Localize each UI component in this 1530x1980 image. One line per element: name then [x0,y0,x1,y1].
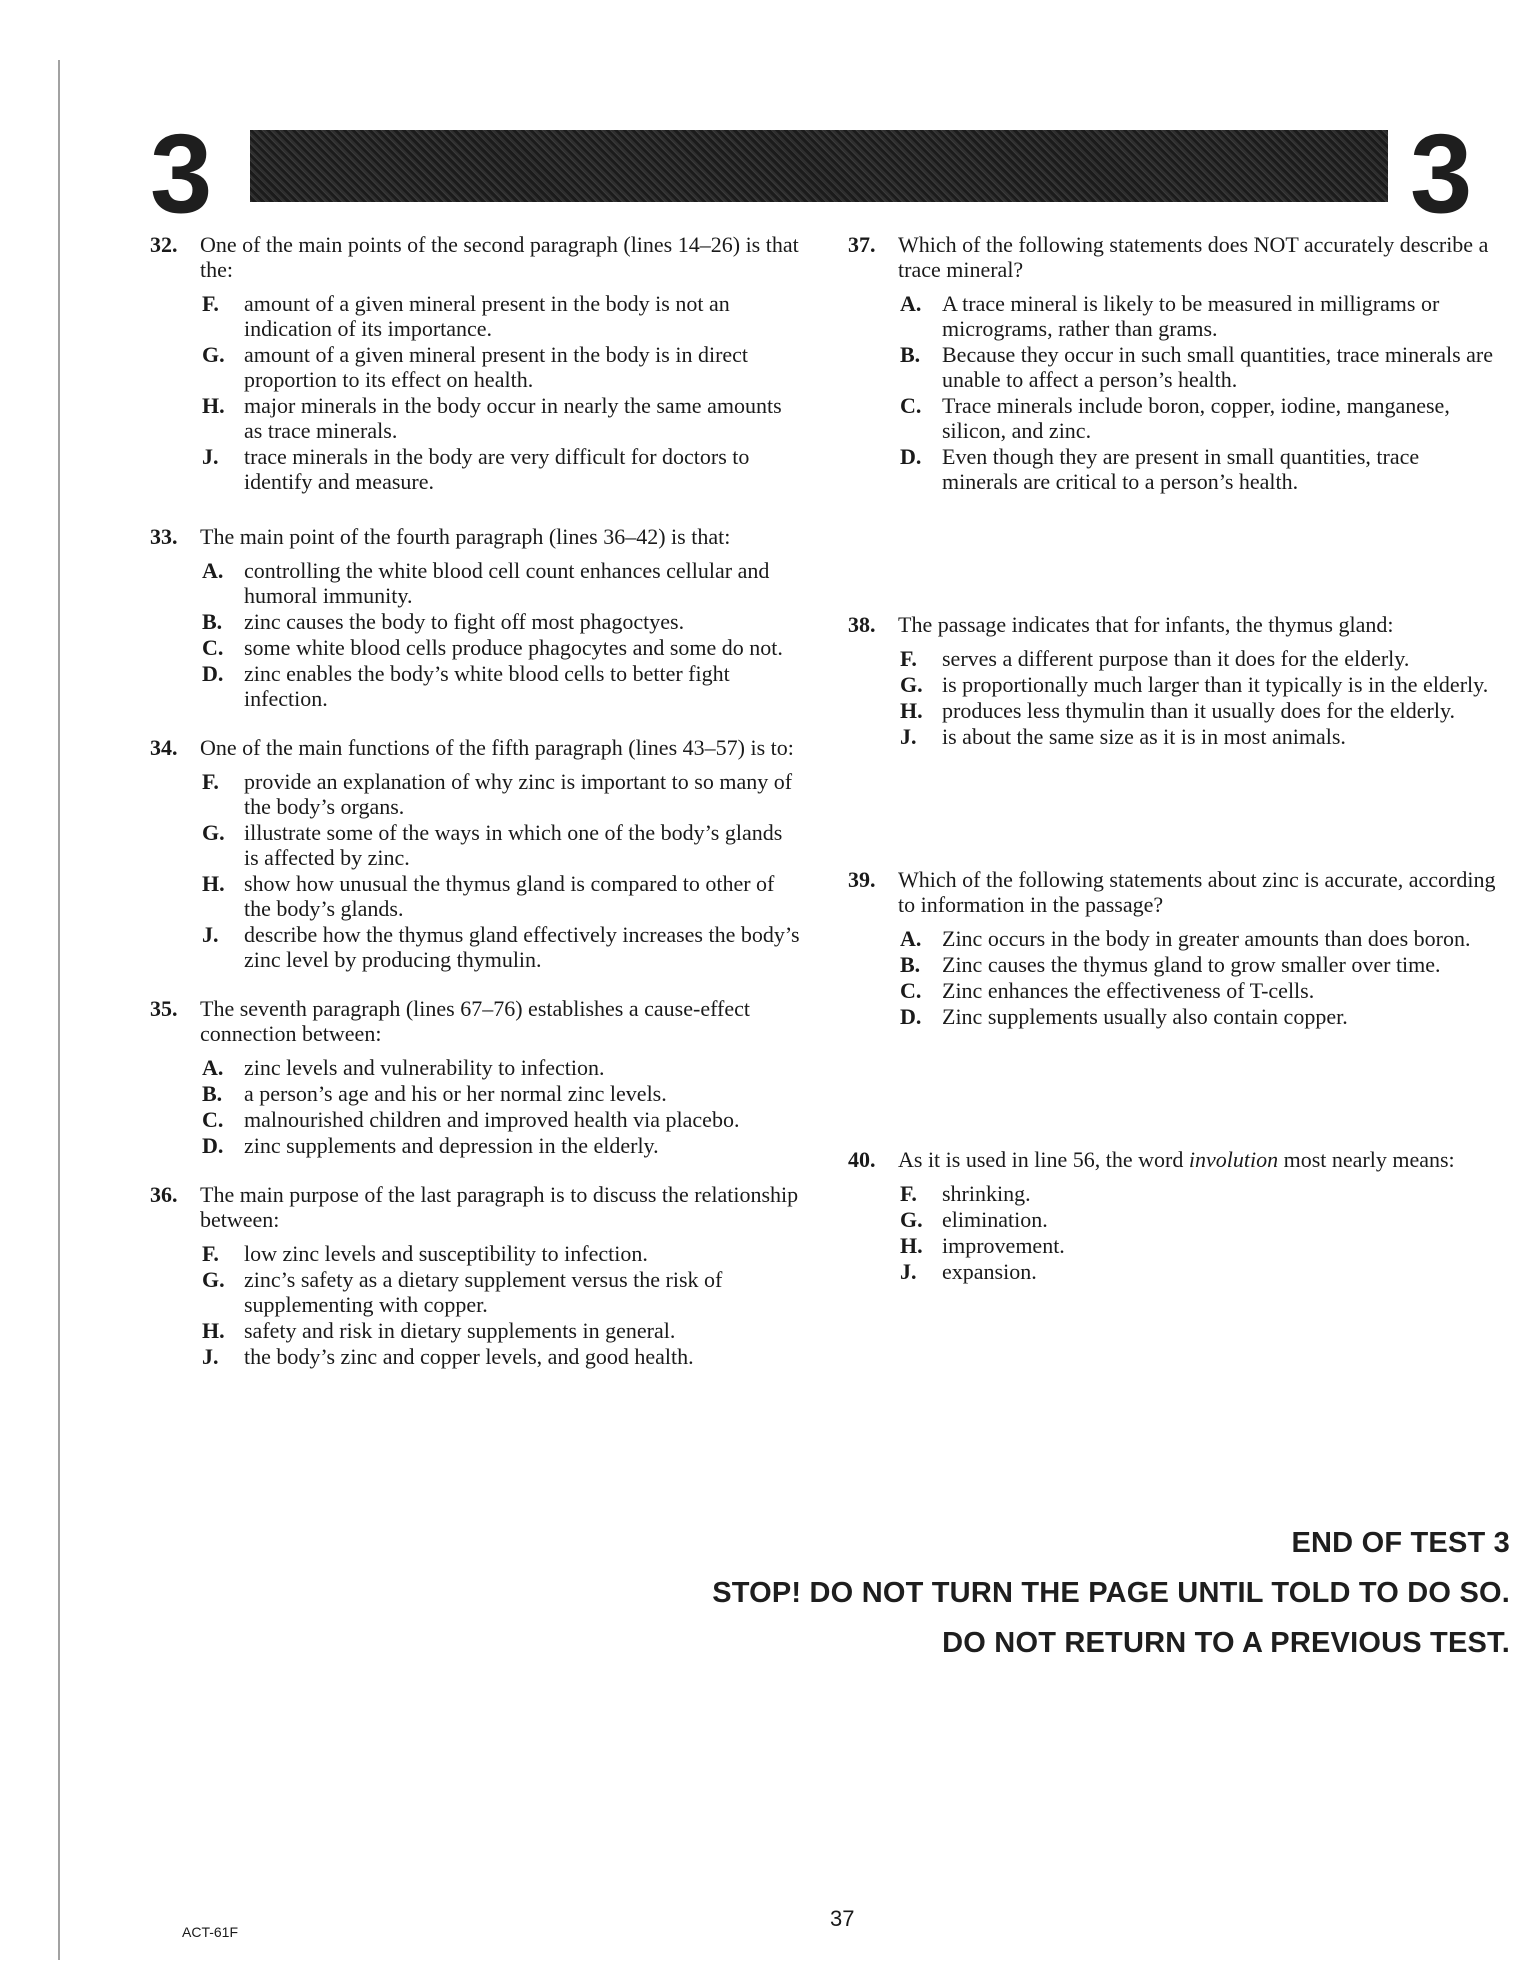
question-number: 39. [848,867,876,892]
option-letter: C. [202,635,224,660]
option-letter: G. [900,1207,923,1232]
option-letter: C. [900,978,922,1003]
option-text: malnourished children and improved health via placebo. [244,1107,740,1132]
right-column [848,232,1500,1285]
answer-option[interactable] [150,769,800,819]
end-of-test-heading: END OF TEST 3 [1291,1527,1510,1559]
option-text: Zinc supplements usually also contain copper. [942,1004,1348,1029]
option-text: some white blood cells produce phagocytes and some do not. [244,635,783,660]
option-text: elimination. [942,1207,1048,1232]
answer-option[interactable] [848,444,1500,494]
option-letter: B. [202,609,223,634]
option-text: Zinc causes the thymus gland to grow smaller over time. [942,952,1441,977]
answer-option[interactable] [150,558,800,608]
answer-option[interactable] [150,1344,800,1369]
page-number: 37 [830,1906,855,1931]
option-letter: G. [202,1267,225,1292]
option-text: Trace minerals include boron, copper, iodine, manganese, silicon, and zinc. [942,393,1450,443]
option-text: shrinking. [942,1181,1031,1206]
question-36 [150,1182,800,1369]
answer-option[interactable] [848,952,1500,977]
answer-option[interactable] [848,1207,1500,1232]
option-letter: H. [202,871,225,896]
option-text: illustrate some of the ways in which one of the body’s glands is affected by zinc. [244,820,783,870]
question-number: 38. [848,612,876,637]
question-number: 32. [150,232,178,257]
answer-option[interactable] [848,291,1500,341]
question-38 [848,612,1500,749]
option-text: Zinc occurs in the body in greater amounts than does boron. [942,926,1471,951]
answer-option[interactable] [150,1081,800,1106]
option-letter: B. [900,952,921,977]
answer-option[interactable] [150,609,800,634]
question-34 [150,735,800,972]
option-letter: H. [202,393,225,418]
option-text: a person’s age and his or her normal zinc levels. [244,1081,667,1106]
question-stem-prefix: As it is used in line 56, the word [898,1147,1189,1172]
option-letter: F. [202,291,219,316]
option-letter: H. [202,1318,225,1343]
answer-option[interactable] [848,1181,1500,1206]
option-letter: F. [900,1181,917,1206]
answer-option[interactable] [150,871,800,921]
question-stem: One of the main points of the second paragraph (lines 14–26) is that the: [200,232,799,282]
option-letter: B. [900,342,921,367]
answer-option[interactable] [848,978,1500,1003]
question-stem: The main purpose of the last paragraph is to discuss the relationship between: [200,1182,799,1232]
option-letter: A. [900,291,922,316]
answer-option[interactable] [150,922,800,972]
question-number: 34. [150,735,178,760]
option-text: amount of a given mineral present in the body is not an indication of its importance. [244,291,730,341]
option-text: is proportionally much larger than it typically is in the elderly. [942,672,1489,697]
answer-option[interactable] [848,1004,1500,1029]
question-35 [150,996,800,1158]
answer-option[interactable] [150,1241,800,1266]
option-letter: A. [202,558,224,583]
option-text: Because they occur in such small quantities, trace minerals are unable to affect a person’s health. [942,342,1494,392]
question-number: 35. [150,996,178,1021]
option-text: controlling the white blood cell count enhances cellular and humoral immunity. [244,558,770,608]
option-text: expansion. [942,1259,1037,1284]
option-letter: J. [202,444,219,469]
question-stem: The passage indicates that for infants, the thymus gland: [898,612,1394,637]
answer-option[interactable] [150,635,800,660]
answer-option[interactable] [150,393,800,443]
option-letter: C. [900,393,922,418]
answer-option[interactable] [150,1318,800,1343]
stop-instruction: STOP! DO NOT TURN THE PAGE UNTIL TOLD TO DO SO. [712,1577,1510,1609]
option-letter: F. [202,1241,219,1266]
option-letter: C. [202,1107,224,1132]
option-text: zinc’s safety as a dietary supplement versus the risk of supplementing with copper. [244,1267,723,1317]
option-text: low zinc levels and susceptibility to infection. [244,1241,648,1266]
option-letter: G. [900,672,923,697]
option-text: improvement. [942,1233,1065,1258]
option-text: serves a different purpose than it does for the elderly. [942,646,1410,671]
option-text: major minerals in the body occur in nearly the same amounts as trace minerals. [244,393,782,443]
question-39 [848,867,1500,1029]
option-text: zinc causes the body to fight off most phagoctyes. [244,609,685,634]
answer-option[interactable] [848,672,1500,697]
answer-option[interactable] [150,820,800,870]
answer-option[interactable] [150,1133,800,1158]
option-letter: A. [202,1055,224,1080]
section-number-right: 3 [1410,111,1473,236]
answer-option[interactable] [150,661,800,711]
option-text: Zinc enhances the effectiveness of T-cells. [942,978,1315,1003]
option-letter: A. [900,926,922,951]
answer-option[interactable] [848,646,1500,671]
option-letter: D. [202,661,224,686]
left-column [150,232,800,1370]
binding-line [58,60,60,1960]
option-text: produces less thymulin than it usually does for the elderly. [942,698,1456,723]
answer-option[interactable] [848,926,1500,951]
option-letter: F. [900,646,917,671]
answer-option[interactable] [150,342,800,392]
option-text: show how unusual the thymus gland is compared to other of the body’s glands. [244,871,775,921]
option-letter: B. [202,1081,223,1106]
question-number: 33. [150,524,178,549]
question-stem: The seventh paragraph (lines 67–76) establishes a cause-effect connection between: [200,996,750,1046]
answer-option[interactable] [150,1107,800,1132]
option-letter: J. [900,1259,917,1284]
option-text: provide an explanation of why zinc is important to so many of the body’s organs. [244,769,793,819]
option-letter: H. [900,1233,923,1258]
option-text: the body’s zinc and copper levels, and good health. [244,1344,694,1369]
question-stem: Which of the following statements does NOT accurately describe a trace mineral? [898,232,1489,282]
answer-option[interactable] [848,1259,1500,1284]
option-letter: J. [900,724,917,749]
question-number: 36. [150,1182,178,1207]
answer-option[interactable] [150,291,800,341]
option-text: zinc supplements and depression in the elderly. [244,1133,659,1158]
option-letter: J. [202,1344,219,1369]
option-text: A trace mineral is likely to be measured in milligrams or micrograms, rather than grams. [942,291,1440,341]
option-letter: J. [202,922,219,947]
answer-option[interactable] [150,1055,800,1080]
question-stem-italic-word: involution [1188,1147,1279,1172]
option-text: describe how the thymus gland effectively increases the body’s zinc level by producing thymulin. [244,922,800,972]
answer-option[interactable] [848,342,1500,392]
question-stem: One of the main functions of the fifth paragraph (lines 43–57) is to: [200,735,794,760]
answer-option[interactable] [848,393,1500,443]
answer-option[interactable] [150,444,800,494]
option-letter: G. [202,342,225,367]
question-number: 40. [848,1147,876,1172]
question-33 [150,524,800,711]
question-40 [848,1147,1500,1284]
option-text: trace minerals in the body are very difficult for doctors to identify and measure. [244,444,750,494]
answer-option[interactable] [150,1267,800,1317]
question-stem: The main point of the fourth paragraph (lines 36–42) is that: [200,524,731,549]
question-number: 37. [848,232,876,257]
answer-option[interactable] [848,698,1500,723]
end-of-test-notice [712,1518,1510,1668]
section-number-left: 3 [150,111,213,236]
option-letter: D. [900,1004,922,1029]
option-text: safety and risk in dietary supplements in general. [244,1318,676,1343]
question-stem: Which of the following statements about zinc is accurate, according to information in the passage? [898,867,1496,917]
option-text: zinc enables the body’s white blood cells to better fight infection. [244,661,730,711]
option-text: zinc levels and vulnerability to infection. [244,1055,605,1080]
option-letter: D. [900,444,922,469]
option-letter: D. [202,1133,224,1158]
question-32 [150,232,800,494]
form-code: ACT-61F [182,1924,239,1940]
option-letter: G. [202,820,225,845]
question-37 [848,232,1500,494]
option-letter: F. [202,769,219,794]
option-letter: H. [900,698,923,723]
section-header-bar [250,130,1388,202]
question-stem-suffix: most nearly means: [1278,1147,1455,1172]
option-text: Even though they are present in small quantities, trace minerals are critical to a person’s health. [942,444,1420,494]
answer-option[interactable] [848,1233,1500,1258]
answer-option[interactable] [848,724,1500,749]
no-return-instruction: DO NOT RETURN TO A PREVIOUS TEST. [942,1627,1510,1659]
option-text: amount of a given mineral present in the body is in direct proportion to its effect on health. [244,342,749,392]
option-text: is about the same size as it is in most animals. [942,724,1346,749]
